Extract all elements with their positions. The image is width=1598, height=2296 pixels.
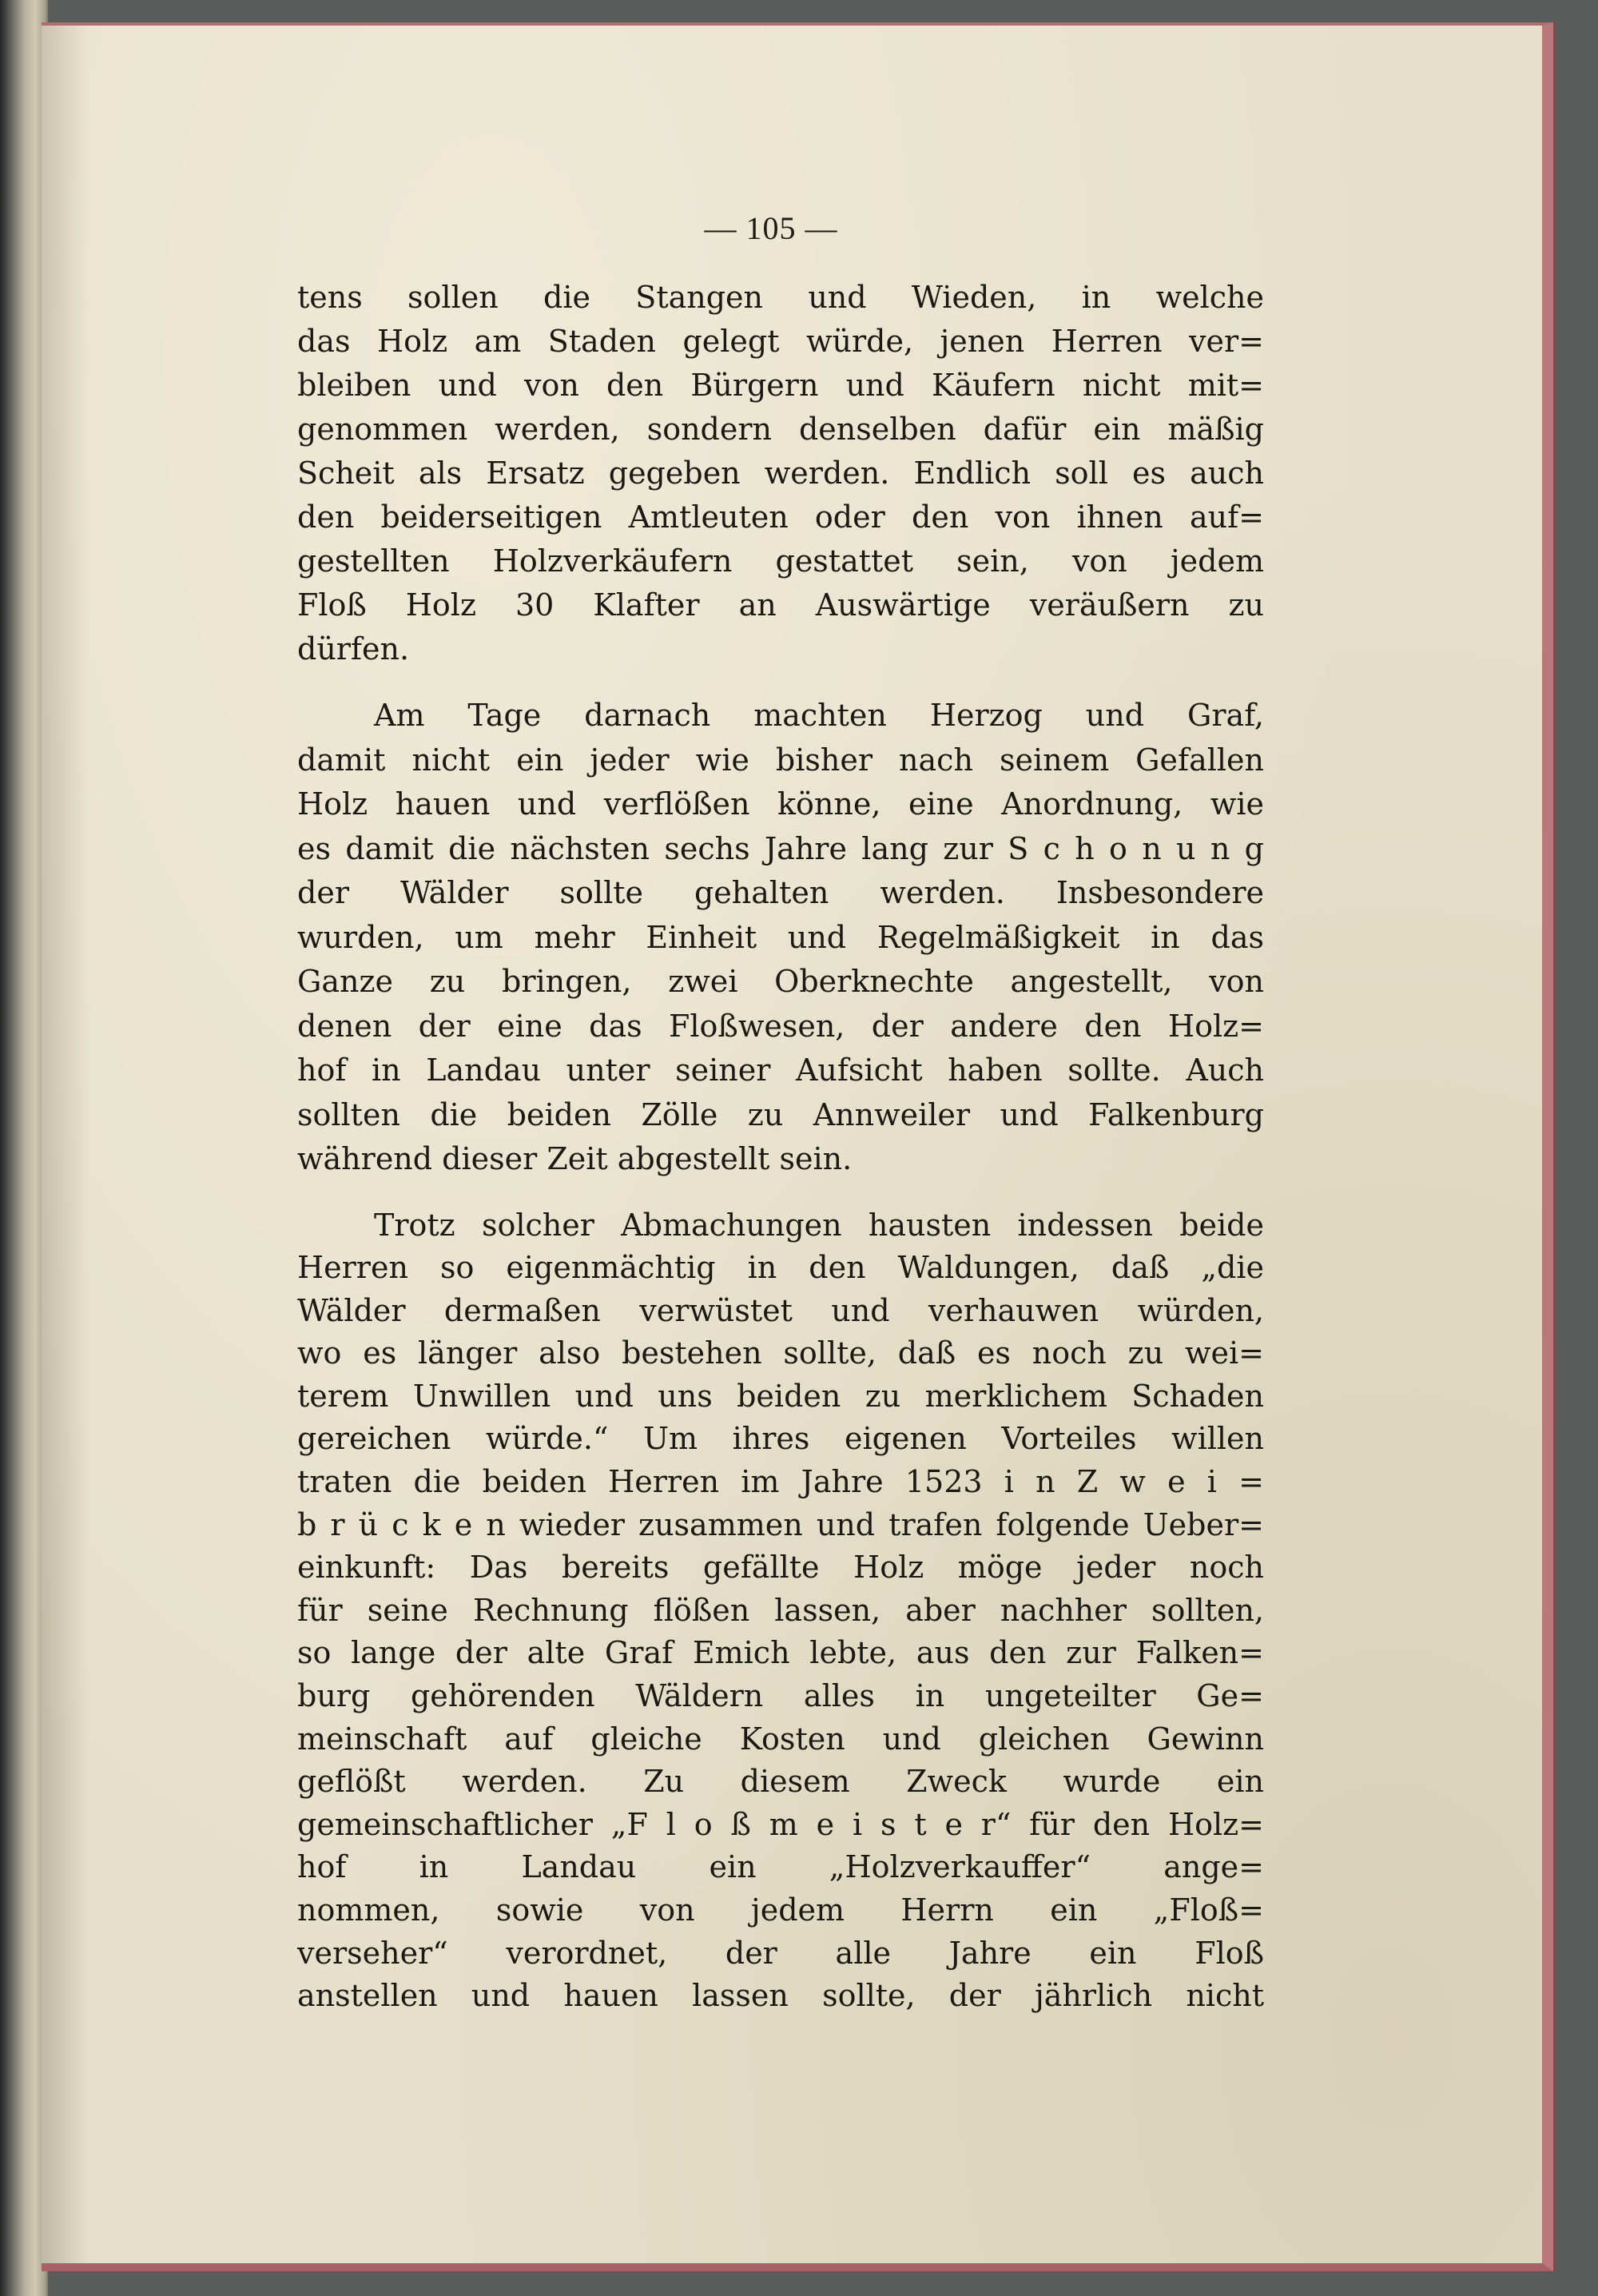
text-line: meinschaft auf gleiche Kosten und gleichen Gewinn	[297, 1721, 1264, 1757]
text-line: wo es länger also bestehen sollte, daß es noch zu wei=	[297, 1335, 1264, 1371]
text-line: dürfen.	[297, 631, 410, 667]
text-line: gestellten Holzverkäufern gestattet sein, von jedem	[297, 543, 1264, 579]
text-line: traten die beiden Herren im Jahre 1523 i n Z w e i =	[297, 1464, 1264, 1500]
text-line: hof in Landau unter seiner Aufsicht haben sollte. Auch	[297, 1052, 1264, 1088]
paragraph-1	[297, 276, 1264, 671]
text-line: denen der eine das Floßwesen, der andere den Holz=	[297, 1008, 1264, 1044]
text-line: burg gehörenden Wäldern alles in ungeteilter Ge=	[297, 1678, 1264, 1714]
paragraph-3	[297, 1204, 1264, 2018]
text-line: bleiben und von den Bürgern und Käufern nicht mit=	[297, 368, 1264, 403]
text-line: Wälder dermaßen verwüstet und verhauwen würden,	[297, 1292, 1264, 1328]
text-line: sollten die beiden Zölle zu Annweiler und Falkenburg	[297, 1096, 1264, 1132]
text-line: damit nicht ein jeder wie bisher nach seinem Gefallen	[297, 742, 1264, 778]
book-spine-edge	[0, 0, 48, 2296]
text-line: genommen werden, sondern denselben dafür ein mäßig	[297, 412, 1264, 447]
text-line: während dieser Zeit abgestellt sein.	[297, 1141, 853, 1176]
text-line: einkunft: Das bereits gefällte Holz möge jeder noch	[297, 1550, 1264, 1586]
text-line: Herren so eigenmächtig in den Waldungen, daß „die	[297, 1250, 1264, 1286]
text-line: Trotz solcher Abmachungen hausten indessen beide	[374, 1207, 1264, 1243]
text-line: Scheit als Ersatz gegeben werden. Endlich soll es auch	[297, 456, 1264, 491]
text-line: anstellen und hauen lassen sollte, der jährlich nicht	[297, 1978, 1264, 2014]
text-line: Ganze zu bringen, zwei Oberknechte angestellt, von	[297, 964, 1264, 999]
text-line: hof in Landau ein „Holzverkauffer“ ange=	[297, 1849, 1264, 1885]
text-line: gemeinschaftlicher „F l o ß m e i s t e r“ für den Holz=	[297, 1806, 1264, 1842]
text-line: b r ü c k e n wieder zusammen und trafen folgende Ueber=	[297, 1506, 1264, 1542]
text-line: der Wälder sollte gehalten werden. Insbesondere	[297, 875, 1264, 910]
text-line: verseher“ verordnet, der alle Jahre ein Floß	[297, 1935, 1264, 1971]
text-line: den beiderseitigen Amtleuten oder den von ihnen auf=	[297, 499, 1264, 535]
text-line: nommen, sowie von jedem Herrn ein „Floß=	[297, 1892, 1264, 1928]
text-line: für seine Rechnung flößen lassen, aber nachher sollten,	[297, 1592, 1264, 1628]
text-line: geflößt werden. Zu diesem Zweck wurde ein	[297, 1764, 1264, 1800]
text-line: so lange der alte Graf Emich lebte, aus den zur Falken=	[297, 1635, 1264, 1671]
body-text	[297, 276, 1264, 2018]
text-line: das Holz am Staden gelegt würde, jenen Herren ver=	[297, 324, 1264, 359]
text-line: terem Unwillen und uns beiden zu merklichem Schaden	[297, 1378, 1264, 1414]
text-line: tens sollen die Stangen und Wieden, in welche	[297, 280, 1264, 315]
text-line: Floß Holz 30 Klafter an Auswärtige veräußern zu	[297, 587, 1264, 623]
paragraph-2	[297, 694, 1264, 1182]
text-line: wurden, um mehr Einheit und Regelmäßigkeit in das	[297, 919, 1264, 955]
text-line: Holz hauen und verflößen könne, eine Anordnung, wie	[297, 786, 1264, 822]
text-line: es damit die nächsten sechs Jahre lang zur S c h o n u n g	[297, 830, 1264, 866]
text-line: Am Tage darnach machten Herzog und Graf,	[374, 698, 1264, 733]
page-number: — 105 —	[704, 210, 838, 246]
text-line: gereichen würde.“ Um ihres eigenen Vorteiles willen	[297, 1421, 1264, 1457]
